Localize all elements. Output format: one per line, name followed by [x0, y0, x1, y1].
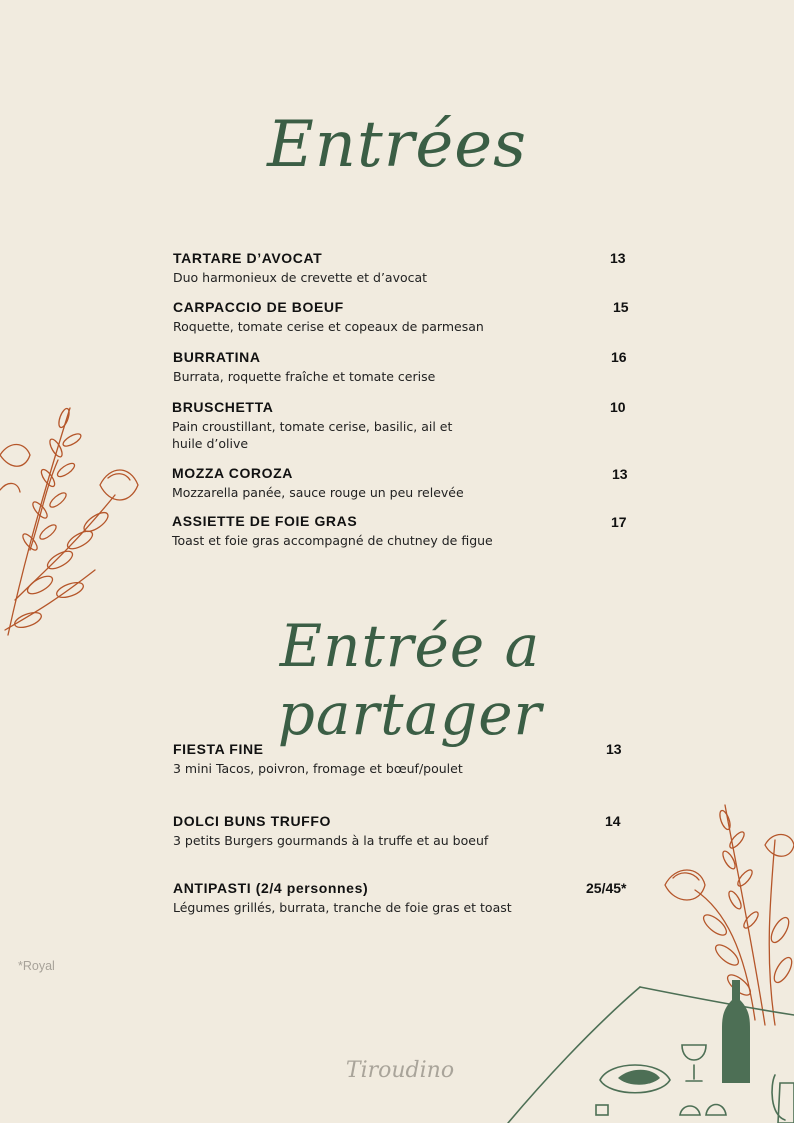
item-description: Roquette, tomate cerise et copeaux de parmesan	[173, 319, 484, 334]
item-price: 16	[611, 349, 627, 365]
item-price: 17	[611, 514, 627, 530]
menu-item	[173, 250, 427, 286]
section-title-partager: Entrée a partager	[277, 612, 543, 748]
menu-item	[173, 741, 463, 777]
menu-item	[172, 399, 452, 452]
menu-item	[173, 299, 484, 335]
item-price: 14	[605, 813, 621, 829]
item-description-line: Pain croustillant, tomate cerise, basilic, ail et	[172, 419, 453, 434]
item-description: Mozzarella panée, sauce rouge un peu relevée	[172, 485, 464, 500]
item-price: 10	[610, 399, 626, 415]
item-name: MOZZA COROZA	[172, 465, 293, 481]
section-title-entrees: Entrées	[267, 108, 527, 182]
item-name: TARTARE D’AVOCAT	[173, 250, 323, 266]
brand-logo: Tiroudino	[345, 1058, 455, 1083]
item-name: CARPACCIO DE BOEUF	[173, 299, 344, 315]
item-price: 13	[610, 250, 626, 266]
menu-item	[173, 813, 488, 849]
item-name: FIESTA FINE	[173, 741, 264, 757]
menu-item	[172, 513, 493, 549]
menu-item	[173, 349, 435, 385]
floral-left-icon	[0, 400, 150, 640]
item-name: BRUSCHETTA	[172, 399, 274, 415]
item-description: Toast et foie gras accompagné de chutney de figue	[172, 533, 493, 548]
menu-item	[173, 880, 512, 916]
footnote: *Royal	[18, 959, 55, 973]
item-name: BURRATINA	[173, 349, 261, 365]
item-price: 13	[606, 741, 622, 757]
item-description: 3 mini Tacos, poivron, fromage et bœuf/poulet	[173, 761, 463, 776]
item-price: 15	[613, 299, 629, 315]
item-name: DOLCI BUNS TRUFFO	[173, 813, 331, 829]
item-price: 25/45*	[586, 880, 627, 896]
item-description: Burrata, roquette fraîche et tomate cerise	[173, 369, 436, 384]
table-illustration-icon	[500, 975, 794, 1123]
item-description: Légumes grillés, burrata, tranche de foie gras et toast	[173, 900, 512, 915]
menu-item	[172, 465, 464, 501]
item-description: Duo harmonieux de crevette et d’avocat	[173, 270, 428, 285]
item-description-line: huile d’olive	[172, 436, 249, 451]
item-description: 3 petits Burgers gourmands à la truffe et au boeuf	[173, 833, 489, 848]
item-price: 13	[612, 466, 628, 482]
item-name: ASSIETTE DE FOIE GRAS	[172, 513, 358, 529]
item-name: ANTIPASTI (2/4 personnes)	[173, 880, 369, 896]
